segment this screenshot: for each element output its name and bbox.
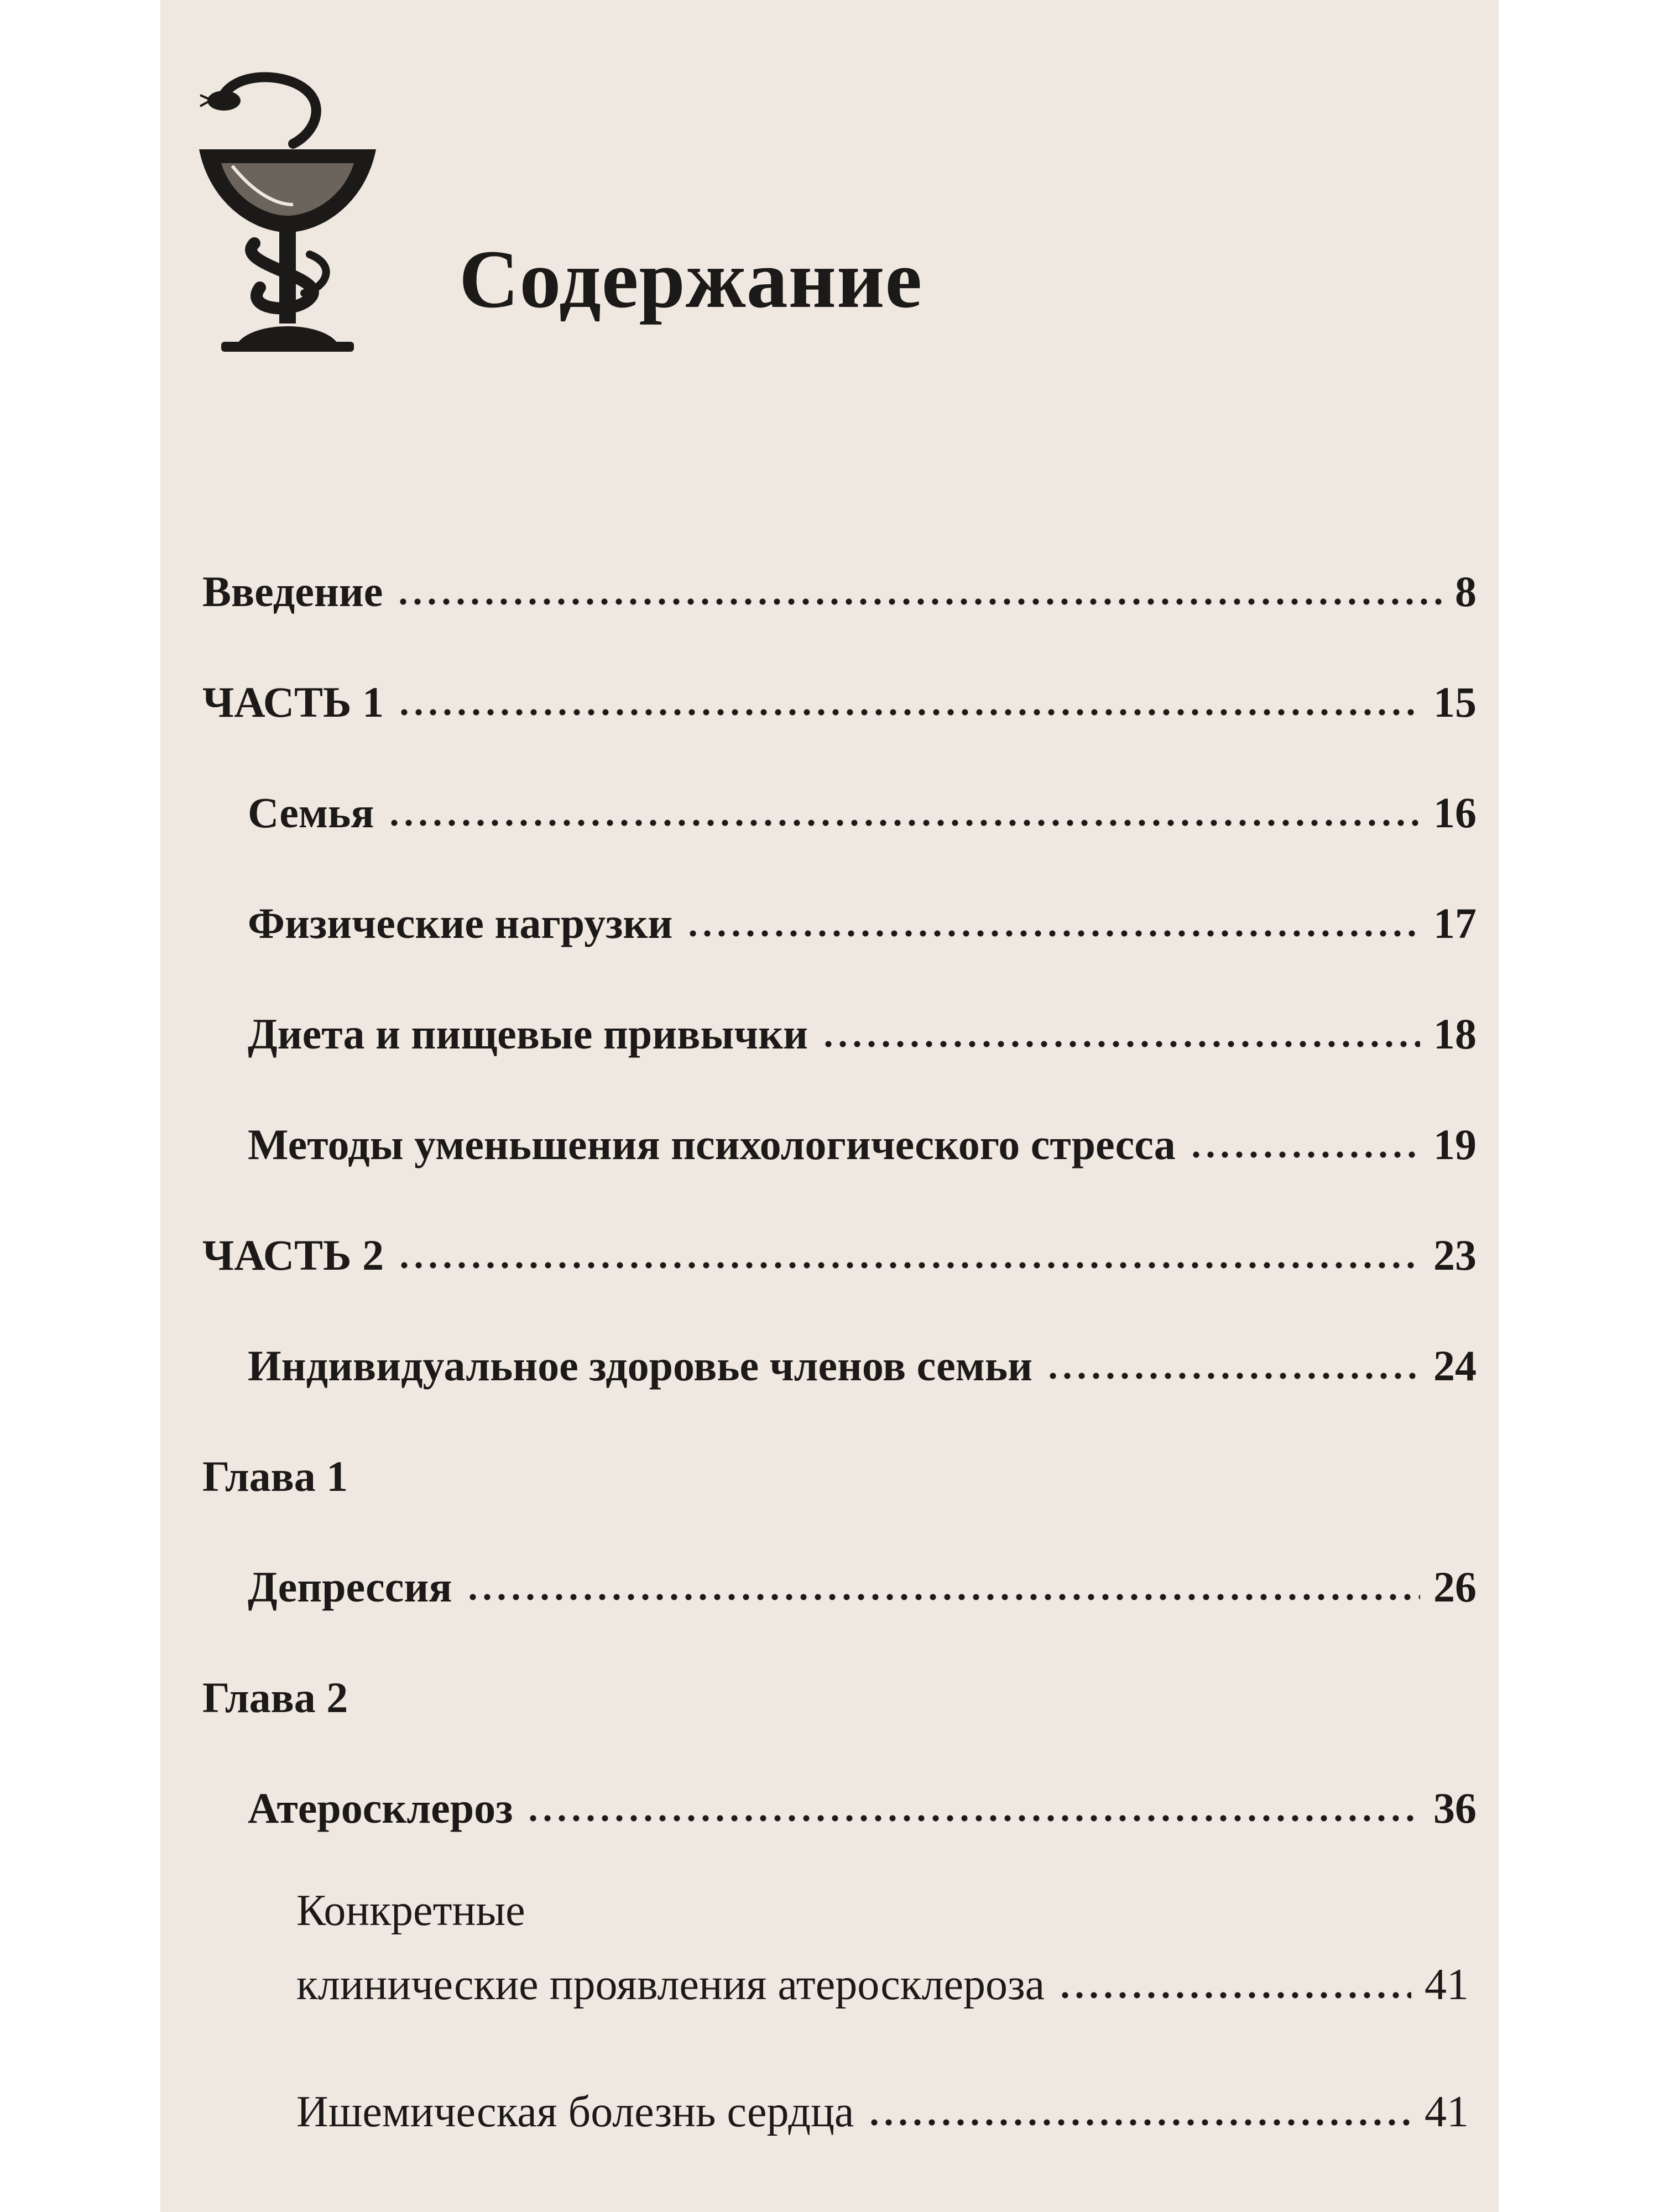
toc-entry-page: 24 (1433, 1342, 1477, 1390)
dot-leader (1046, 1372, 1420, 1380)
toc-chapter-heading (202, 1656, 1477, 1723)
dot-leader (1058, 1991, 1411, 1999)
toc-entry-label: Ишемическая болезнь сердца (296, 2088, 854, 2136)
table-of-contents (160, 0, 1499, 2212)
toc-entry-label: Глава 1 (202, 1452, 348, 1500)
toc-entry-label: Индивидуальное здоровье членов семьи (248, 1342, 1033, 1390)
dot-leader (387, 819, 1420, 827)
toc-entry (248, 771, 1477, 838)
toc-entry (296, 1944, 1469, 2010)
toc-entry-label: Диета и пищевые привычки (248, 1010, 808, 1058)
toc-entry (248, 882, 1477, 948)
toc-entry-label: Введение (202, 567, 383, 615)
toc-entry-label: Депрессия (248, 1563, 452, 1611)
toc-entry-page: 41 (1425, 1960, 1469, 2009)
toc-entry-label: Глава 2 (202, 1673, 348, 1721)
toc-entry-page: 17 (1433, 899, 1477, 947)
toc-entry (202, 550, 1477, 617)
toc-entry-label-line1: Конкретные (296, 1886, 525, 1935)
toc-entry-multiline (296, 1883, 1469, 1938)
toc-entry-page: 16 (1433, 789, 1477, 837)
toc-entry-label: клинические проявления атеросклероза (296, 1960, 1045, 2009)
dot-leader (466, 1593, 1420, 1601)
toc-entry-page: 23 (1433, 1231, 1477, 1279)
dot-leader (397, 1261, 1420, 1269)
toc-entry-page: 18 (1433, 1010, 1477, 1058)
dot-leader (526, 1814, 1420, 1822)
toc-entry-label: Атеросклероз (248, 1784, 513, 1832)
toc-entry-label: ЧАСТЬ 1 (202, 678, 384, 726)
toc-entry (248, 1767, 1477, 1833)
toc-entry-label: Семья (248, 789, 374, 837)
page-title: Содержание (459, 233, 923, 325)
toc-entry (202, 661, 1477, 727)
dot-leader (821, 1040, 1420, 1048)
toc-entry-page: 36 (1433, 1784, 1477, 1832)
toc-entry-page: 8 (1455, 567, 1477, 615)
toc-entry-page: 41 (1425, 2088, 1469, 2136)
book-page (160, 0, 1499, 2212)
toc-entry-page: 19 (1433, 1120, 1477, 1168)
toc-entry (248, 1103, 1477, 1170)
toc-entry-page: 15 (1433, 678, 1477, 726)
dot-leader (686, 930, 1420, 937)
dot-leader (397, 708, 1420, 716)
toc-entry-page: 26 (1433, 1563, 1477, 1611)
toc-entry-label: Физические нагрузки (248, 899, 673, 947)
toc-chapter-heading (202, 1435, 1477, 1501)
toc-entry-label: Методы уменьшения психологического стресса (248, 1120, 1176, 1168)
toc-entry (248, 1324, 1477, 1391)
toc-entry (202, 1214, 1477, 1280)
toc-entry (248, 993, 1477, 1059)
toc-entry (296, 2071, 1469, 2137)
dot-leader (396, 598, 1442, 606)
dot-leader (1189, 1151, 1420, 1159)
toc-entry-label: ЧАСТЬ 2 (202, 1231, 384, 1279)
toc-entry (248, 1546, 1477, 1612)
dot-leader (867, 2119, 1411, 2126)
